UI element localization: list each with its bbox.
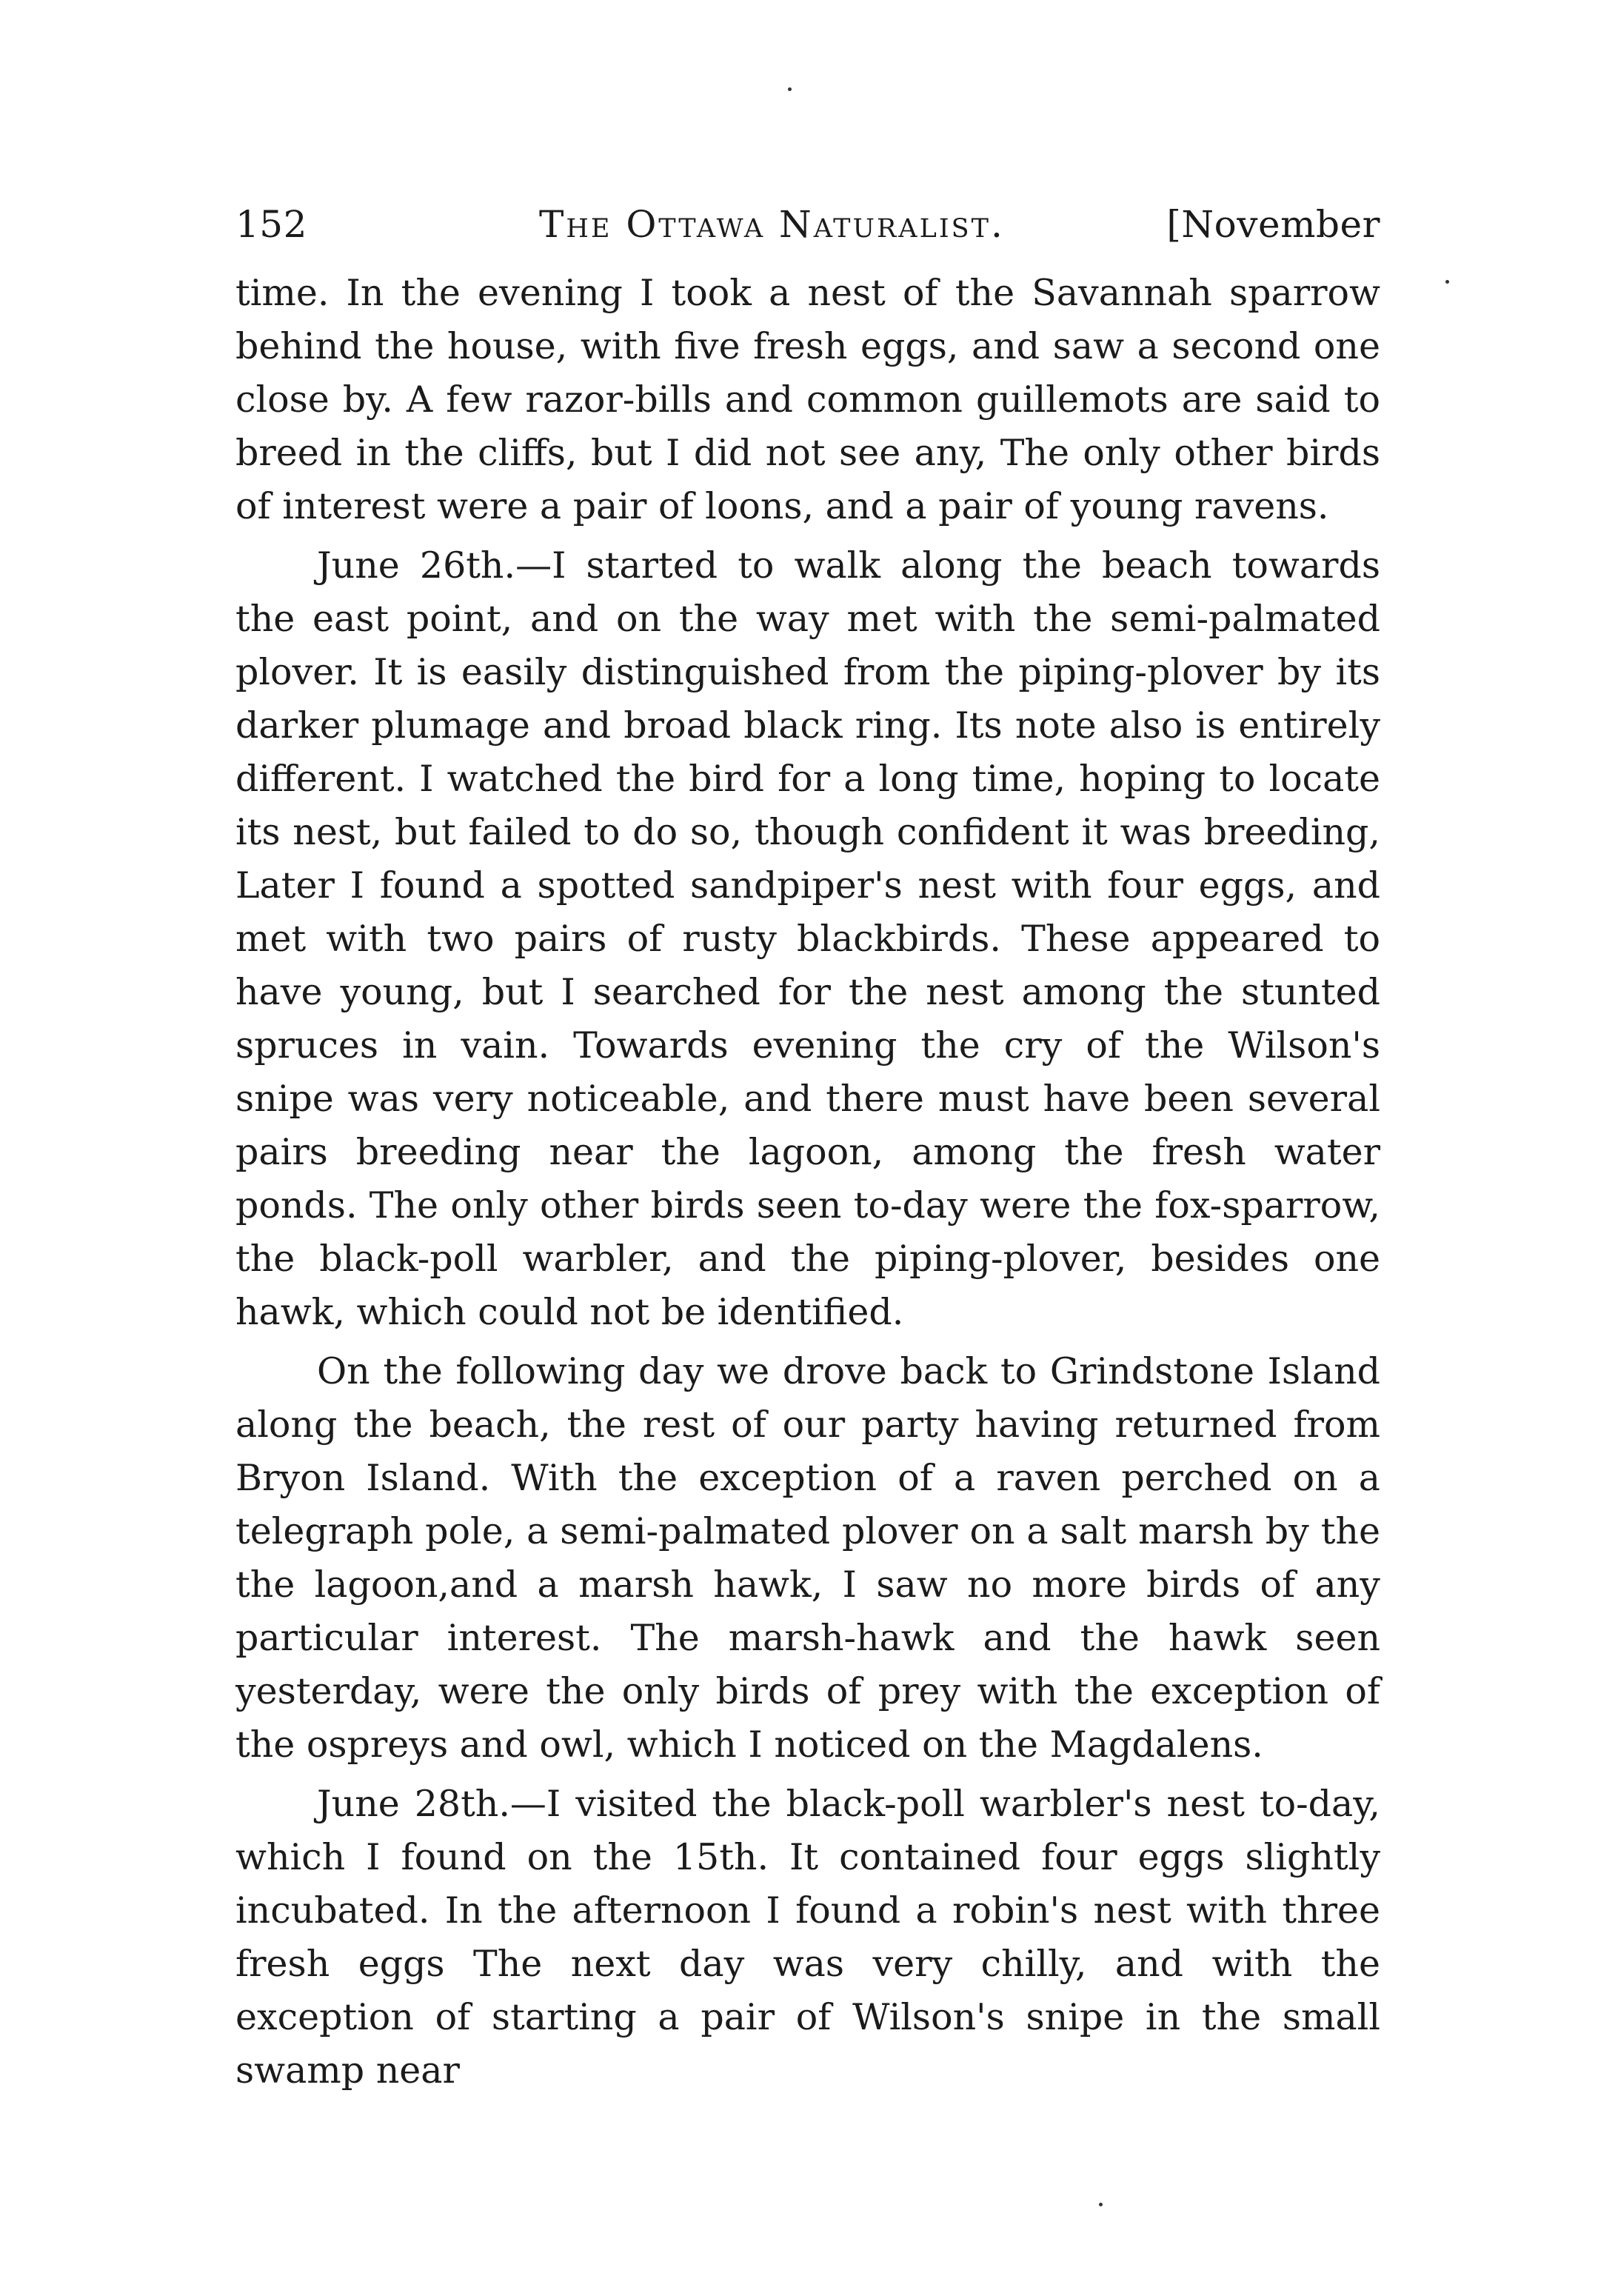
paragraph-continuation: time. In the evening I took a nest of the Savannah sparrow behind the house, with five fresh eggs, and saw a second one close by. A few razor-bills and common guillemots are said to breed in the cliffs, but I did not see any, The only other birds of interest were a pair of loons, and a pair of young ravens.	[235, 272, 1380, 527]
running-header	[235, 198, 1380, 250]
paragraph-june-28: June 28th.—I visited the black-poll warbler's nest to-day, which I found on the 15th. It contained four eggs slightly incubated. In the afternoon I found a robin's nest with three fresh eggs The next day was very chilly, and with the exception of starting a pair of Wilson's snipe in the small swamp near	[235, 1783, 1380, 2092]
running-month: [November	[1166, 203, 1380, 246]
print-speck-right	[1445, 280, 1449, 284]
print-speck-top	[788, 87, 792, 91]
running-title: The Ottawa Naturalist.	[539, 203, 1005, 246]
print-speck-bottom	[1099, 2203, 1103, 2206]
page-number: 152	[235, 203, 307, 246]
paragraph-following-day: On the following day we drove back to Grindstone Island along the beach, the rest of our party having returned from Bryon Island. With the exception of a raven perched on a telegraph pole, a semi-palmated plover on a salt marsh by the the lagoon,and a marsh hawk, I saw no more birds of any particular interest. The marsh-hawk and the hawk seen yesterday, were the only birds of prey with the exception of the ospreys and owl, which I noticed on the Magdalens.	[235, 1350, 1380, 1766]
body-text	[235, 267, 1380, 2103]
paragraph-june-26: June 26th.—I started to walk along the beach towards the east point, and on the way met with the semi-palmated plover. It is easily distinguished from the piping-plover by its darker plumage and broad black ring. Its note also is entirely different. I watched the bird for a long time, hoping to locate its nest, but failed to do so, though confident it was breeding, Later I found a spotted sandpiper's nest with four eggs, and met with two pairs of rusty blackbirds. These appeared to have young, but I searched for the nest among the stunted spruces in vain. Towards evening the cry of the Wilson's snipe was very noticeable, and there must have been several pairs breeding near the lagoon, among the fresh water ponds. The only other birds seen to-day were the fox-sparrow, the black-poll warbler, and the piping-plover, besides one hawk, which could not be identified.	[235, 544, 1380, 1333]
